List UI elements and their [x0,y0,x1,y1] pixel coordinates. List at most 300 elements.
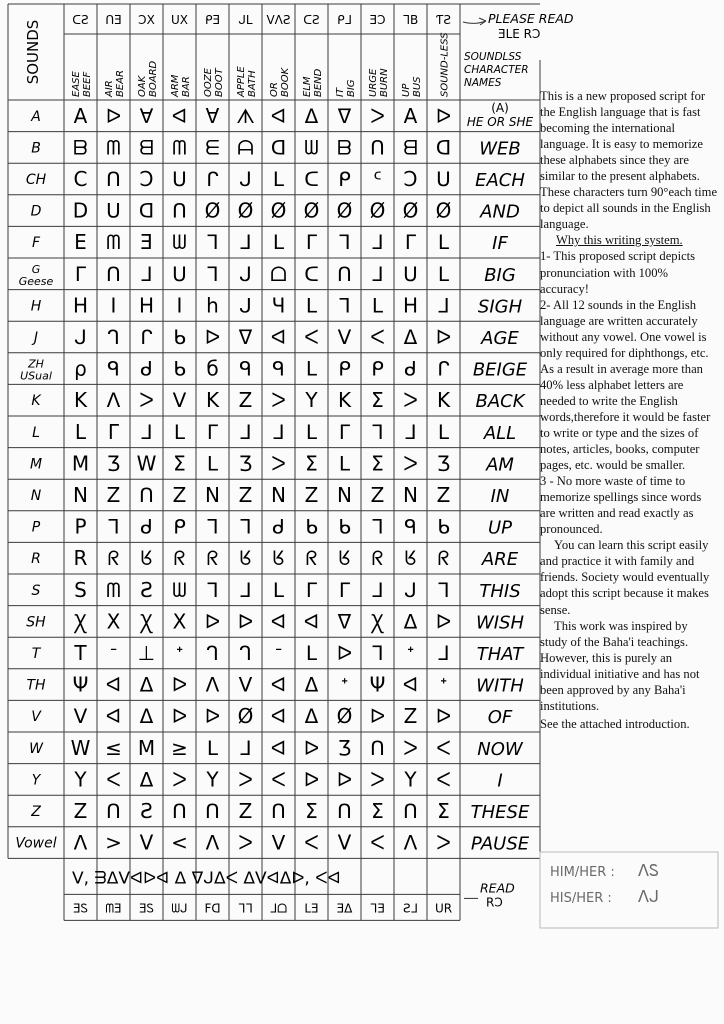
script-char: ᒧ [437,641,450,665]
script-char: ᐃ [304,704,319,729]
script-char: ᐸ [271,767,286,792]
essay-inspiration: This work was inspired by study of the Baha'i teachings. However, this is purely an individual initiative and has not been approved by any Baha'i institutions. [540,618,700,713]
script-char: ᐅ [171,672,188,697]
script-char: ᐊ [171,103,188,128]
script-char: Ø [369,198,386,223]
example-word-11 [401,76,423,97]
nameless-header-1: SOUNDLSS [464,51,522,63]
script-char: C [73,167,88,191]
script-char: ᒣ [338,230,351,255]
footer-script-cell: ƎᏚ [138,901,155,916]
script-char: ᑌ [172,261,187,286]
script-char: ᑎ [403,799,418,823]
script-char: ᐸ [436,767,451,792]
script-char: ᖇ [305,546,318,571]
footer-script-cell: Ƨᒧ [403,901,418,916]
script-char: X [106,609,121,634]
script-char: H [402,293,419,318]
script-char: ᒪ [272,167,285,191]
script-head-11: ᒣB [402,13,419,27]
script-char: ᒋ [437,356,450,381]
script-char: ᐃ [304,103,319,128]
sound-label: R [31,551,41,568]
keyword: PAUSE [470,833,530,855]
script-char: Ø [204,198,221,223]
svg-text:BUS: BUS [412,76,423,97]
keyword: AGE [481,328,519,349]
script-char: ᐯ [238,672,253,697]
script-char: ᗯ [172,230,187,255]
script-char: ᐱ [73,830,88,855]
script-char: ᐃ [304,672,319,697]
script-char: ᐊ [402,672,419,697]
script-char: ᒥ [305,577,318,602]
script-char: ᒪ [272,577,285,602]
script-char: K [205,388,220,413]
script-char: ᑫ [272,356,285,381]
nameless-header-2: CHARACTER [464,64,529,76]
script-char: Ʃ [371,799,384,823]
script-char: ᖇ [107,546,120,571]
sound-label: N [30,488,42,504]
script-char: ᐅ [204,704,221,729]
script-char: Ʒ [106,451,121,476]
script-char: H [138,293,155,318]
script-char: ᐅ [336,767,353,792]
script-char: H [72,293,89,318]
example-word-5 [203,67,225,97]
svg-text:BATH: BATH [247,70,258,97]
script-char: Σ [305,451,318,476]
script-char: M [71,451,90,476]
script-char: ᒍ [74,325,87,349]
footer-script-cell: ᗰƎ [105,901,122,916]
keyword: IF [492,233,508,255]
script-head-7: ᐯᐱƧ [266,13,291,27]
please-read-label: PLEASE READ [488,11,574,26]
script-char: ᑎ [106,261,121,286]
script-char: ᒣ [338,293,351,318]
keyword: I [497,770,503,792]
script-char: ᐅ [204,325,221,349]
essay-text [540,88,718,732]
script-char: Z [106,483,121,507]
script-char: ᑯ [404,356,417,381]
script-char: ᐩ [406,641,415,665]
script-char: ᒪ [437,419,450,444]
script-char: ᒣ [206,577,219,602]
sound-label: G [31,262,41,276]
script-char: ᐳ [403,735,418,760]
script-char: ⊥ [137,641,156,665]
script-char: ᒍ [239,261,252,286]
script-char: ᗝ [270,261,287,286]
script-head-4: ᑌX [170,13,189,27]
script-char: ᐊ [105,704,122,729]
script-char: ᐃ [403,609,418,634]
example-word-7 [269,66,291,97]
script-char: ᑭ [338,356,351,381]
sound-label: Geese [18,274,54,288]
script-char: M [137,735,156,760]
essay-footer-link: See the attached introduction. [540,716,690,731]
script-char: ᗺ [139,135,154,160]
script-char: ᐅ [336,641,353,665]
example-word-4 [170,74,192,98]
script-char: V [139,830,154,855]
svg-text:BAR: BAR [181,76,192,97]
script-char: ᐳ [436,830,451,855]
script-char: ᑯ [272,514,285,539]
script-char: Ψ [72,672,89,697]
script-char: ᗷ [73,135,88,160]
script-char: ᐊ [270,735,287,760]
svg-text:IT: IT [335,87,346,97]
script-char: ᒍ [404,577,417,602]
script-char: N [337,483,352,507]
sound-label: L [32,424,40,441]
keyword: IN [490,486,510,507]
script-char: ≤ [105,735,122,760]
footer-script-cell: ᒣƎ [370,901,385,916]
script-char: ᑦ [373,167,382,191]
script-char: Y [305,388,318,413]
script-char: ᒣ [371,419,384,444]
script-char: ᗩ [237,135,254,160]
script-char: ᐅ [435,103,452,128]
script-char: ᑲ [173,325,186,349]
script-char: ᐯ [337,325,352,349]
sound-label: M [29,456,43,473]
script-char: ᑲ [338,514,351,539]
script-char: ≥ [171,735,188,760]
script-char: ᑯ [140,356,153,381]
script-char: Y [404,767,417,792]
script-char: ᒪ [173,419,186,444]
script-char: ᒍ [239,293,252,318]
svg-text:OR: OR [269,82,280,97]
script-char: ᐱ [205,672,220,697]
script-char: Ø [402,198,419,223]
script-char: Ø [336,704,353,729]
script-char: Ψ [369,672,386,697]
script-char: ᑎ [172,198,187,223]
essay-heading: Why this writing system. [556,233,683,248]
script-char: Ǝ [140,230,153,255]
read-label: READ [480,880,515,896]
script-char: ᒧ [140,261,153,286]
chart-rows [15,101,533,855]
essay-point-3: 3 - No more waste of time to memorize spellings since words are written and read exactly as pronounced. [540,474,702,537]
script-char: ᐊ [303,609,320,634]
sound-label: K [31,393,41,410]
pronoun-label: HIM/HER : [550,865,615,880]
script-char: ᑲ [305,514,318,539]
script-char: W [70,735,91,760]
script-char: ᒉ [239,641,252,665]
script-char: ᒥ [305,230,318,255]
script-head-12: ƬƧ [436,13,451,27]
script-char: K [337,388,352,413]
example-word-3 [137,60,159,97]
script-char: ᑎ [172,799,187,823]
script-char: Z [238,799,253,823]
essay-practice: You can learn this script easily and practice it with family and friends. Society would eventually adopt this script because it makes sense. [540,538,710,617]
keyword: THIS [479,580,521,602]
please-read-arrowhead [479,18,486,25]
script-char: ᐱ [205,830,220,855]
script-char: ᗰ [172,135,187,160]
script-char: Σ [371,388,384,413]
script-char: ᑫ [239,356,252,381]
sound-label: W [29,740,43,757]
sound-label: P [31,519,41,536]
script-char: ᑯ [140,514,153,539]
script-char: ᒪ [305,419,318,444]
script-char: ᒪ [371,293,384,318]
script-char: A [73,103,88,128]
please-read-script: ƎLE RƆ [498,27,541,41]
script-char: L [74,419,87,444]
script-char: ᑎ [370,135,385,160]
script-char: ᒣ [371,641,384,665]
script-char: ∀ [139,103,154,128]
svg-text:BEEF: BEEF [82,71,93,97]
script-char: D [72,198,89,223]
script-char: Ꭓ [140,609,153,634]
script-char: T [74,641,87,665]
script-char: ᐱ [403,830,418,855]
script-char: ᐳ [271,451,286,476]
script-char: ᖇ [371,546,384,571]
script-char: ᑎ [271,799,286,823]
sound-label: Y [31,772,41,789]
script-char: ᐊ [270,704,287,729]
script-char: ᐁ [337,103,352,128]
script-char: ᐳ [403,388,418,413]
script-head-6: ᒍL [238,13,253,27]
script-char: ᐩ [340,672,349,697]
script-char: ᒣ [206,230,219,255]
script-char: A [403,103,418,128]
example-word-2 [104,70,126,98]
script-char: Ƨ [140,577,153,602]
script-char: Σ [305,799,318,823]
example-word-8 [302,68,324,97]
script-char: ᑎ [337,799,352,823]
script-char: Z [73,799,88,823]
script-char: ᒧ [239,735,252,760]
script-char: ᒪ [206,735,219,760]
svg-text:BEND: BEND [313,68,324,97]
script-char: h [206,293,219,318]
script-char: ᒣ [107,514,120,539]
script-head-5: ᑭƎ [204,13,221,27]
example-word-6 [236,66,258,98]
script-char: ᑫ [404,514,417,539]
script-char: ᐅ [435,325,452,349]
script-char: ᒉ [107,325,120,349]
script-char: ᑭ [338,167,351,191]
sound-label: ZH [28,357,44,371]
script-char: ᐃ [403,325,418,349]
script-char: ᐩ [439,672,448,697]
script-char: Y [206,767,219,792]
keyword: WITH [476,675,524,697]
footer-script-cell: ᒧᗝ [269,901,288,916]
script-char: Z [172,483,187,507]
script-char: ᒋ [206,167,219,191]
script-char: Ø [303,198,320,223]
keyword: BACK [475,391,525,413]
sound-label: A [31,108,41,125]
script-char: ᑎ [139,483,154,507]
script-char: ᐊ [270,325,287,349]
script-char: ᑫ [107,356,120,381]
script-char: ᒥ [74,261,87,286]
script-char: Σ [437,799,450,823]
script-char: ᐳ [403,451,418,476]
script-char: ᐊ [270,103,287,128]
script-char: Z [238,388,253,413]
script-head-2: ᑎƎ [105,13,122,27]
script-char: N [403,483,418,507]
script-char: ᒧ [371,230,384,255]
script-char: Ɔ [139,167,154,191]
pronoun-script: ᐱᒍ [638,887,659,906]
script-head-1: ᑕƧ [72,13,89,27]
script-char: ᑌ [436,167,451,191]
sound-label: D [30,203,42,220]
script-char: б [206,356,219,381]
footer-script-cell: ᗯᒍ [171,901,188,916]
script-char: ᐳ [370,103,385,128]
script-char: Σ [371,451,384,476]
nameless-header-3: NAMES [464,77,502,89]
svg-text:UP: UP [401,83,412,97]
footer-script-line: ᐯ, ᗱᐃᐯᐊᐅᐊ ᐃ ᐁᒍᐃᐸ ᐃᐯᐊᐃᐅ, ᐸᐊ [72,868,341,889]
script-char: ᐅ [237,609,254,634]
script-head-9: ᑭᒧ [337,13,352,27]
script-char: ᐨ [274,641,283,665]
keyword: UP [487,517,513,539]
script-char: ᐩ [175,641,184,665]
script-char: ᐸ [436,735,451,760]
sound-label: F [31,235,41,252]
script-char: E [74,230,87,255]
keyword: (A) [491,100,509,115]
script-char: ᐊ [270,672,287,697]
script-char: Ø [435,198,452,223]
script-char: ᒪ [437,230,450,255]
script-char: ᑲ [173,356,186,381]
script-char: ᗑ [236,103,255,128]
script-char: ᗡ [270,135,287,160]
script-char: ᑌ [172,167,187,191]
script-char: ᐨ [109,641,118,665]
sound-label: USual [20,369,52,383]
script-char: ᑌ [403,261,418,286]
footer-script-cell: ᒪƎ [304,901,319,916]
script-char: ᗺ [403,135,418,160]
script-char: ᒥ [338,577,351,602]
script-char: Ꭓ [371,609,384,634]
script-char: Z [403,704,418,729]
keyword: OF [487,707,513,729]
svg-text:ARM: ARM [170,74,181,97]
pronoun-box-border [540,852,718,928]
keyword: AM [486,454,514,476]
footer-script-cell: Ǝᐃ [336,901,353,916]
script-char: ᒍ [239,167,252,191]
keyword: THAT [476,644,524,665]
script-char: ᐊ [270,609,287,634]
script-char: ᒧ [371,577,384,602]
sound-label: J [33,330,39,346]
script-char: ᖇ [173,546,186,571]
keyword: AND [480,201,520,223]
svg-text:BOOK: BOOK [280,67,291,97]
script-char: ᒧ [272,419,285,444]
keyword: BIG [484,264,516,286]
example-word-9 [335,79,357,97]
script-char: ᐅ [171,704,188,729]
script-char: ᐳ [172,767,187,792]
script-char: ᐸ [304,830,319,855]
script-char: Z [304,483,319,507]
script-char: ᖉ [404,546,417,571]
script-char: K [436,388,451,413]
script-char: ᐅ [435,609,452,634]
script-char: ᖉ [140,546,153,571]
sound-label: H [30,298,42,315]
script-char: ᐯ [271,830,286,855]
script-char: Ƨ [140,799,153,823]
script-char: ᐸ [106,767,121,792]
read-script: RƆ [486,895,503,910]
script-char: K [73,388,88,413]
script-char: R [73,546,88,571]
script-char: ᒧ [437,293,450,318]
svg-text:OAK: OAK [137,75,148,97]
script-char: ᐊ [105,672,122,697]
keyword: WISH [475,612,525,634]
script-char: ᒪ [338,451,351,476]
script-char: ᒥ [206,419,219,444]
script-char: I [176,293,183,318]
script-char: ᒣ [239,514,252,539]
script-char: N [205,483,220,507]
pronoun-script: ᐱᏚ [638,861,659,880]
sound-label: S [31,582,41,599]
script-char: Ꭓ [74,609,87,634]
svg-text:BOOT: BOOT [214,68,225,97]
sound-label: Z [31,804,41,820]
svg-text:BIG: BIG [346,79,357,97]
script-char: ᐅ [105,103,122,128]
script-char: Ʒ [337,735,352,760]
script-char: ᑎ [205,799,220,823]
script-char: Γ [107,419,120,444]
pronoun-box [540,852,718,928]
script-char: ᑕ [304,167,319,191]
sound-label: Vowel [15,835,57,852]
script-char: ᖇ [206,546,219,571]
keyword: WEB [479,138,521,160]
script-char: ᑌ [106,198,121,223]
script-char: ᒪ [305,356,318,381]
sound-label: CH [25,172,47,188]
